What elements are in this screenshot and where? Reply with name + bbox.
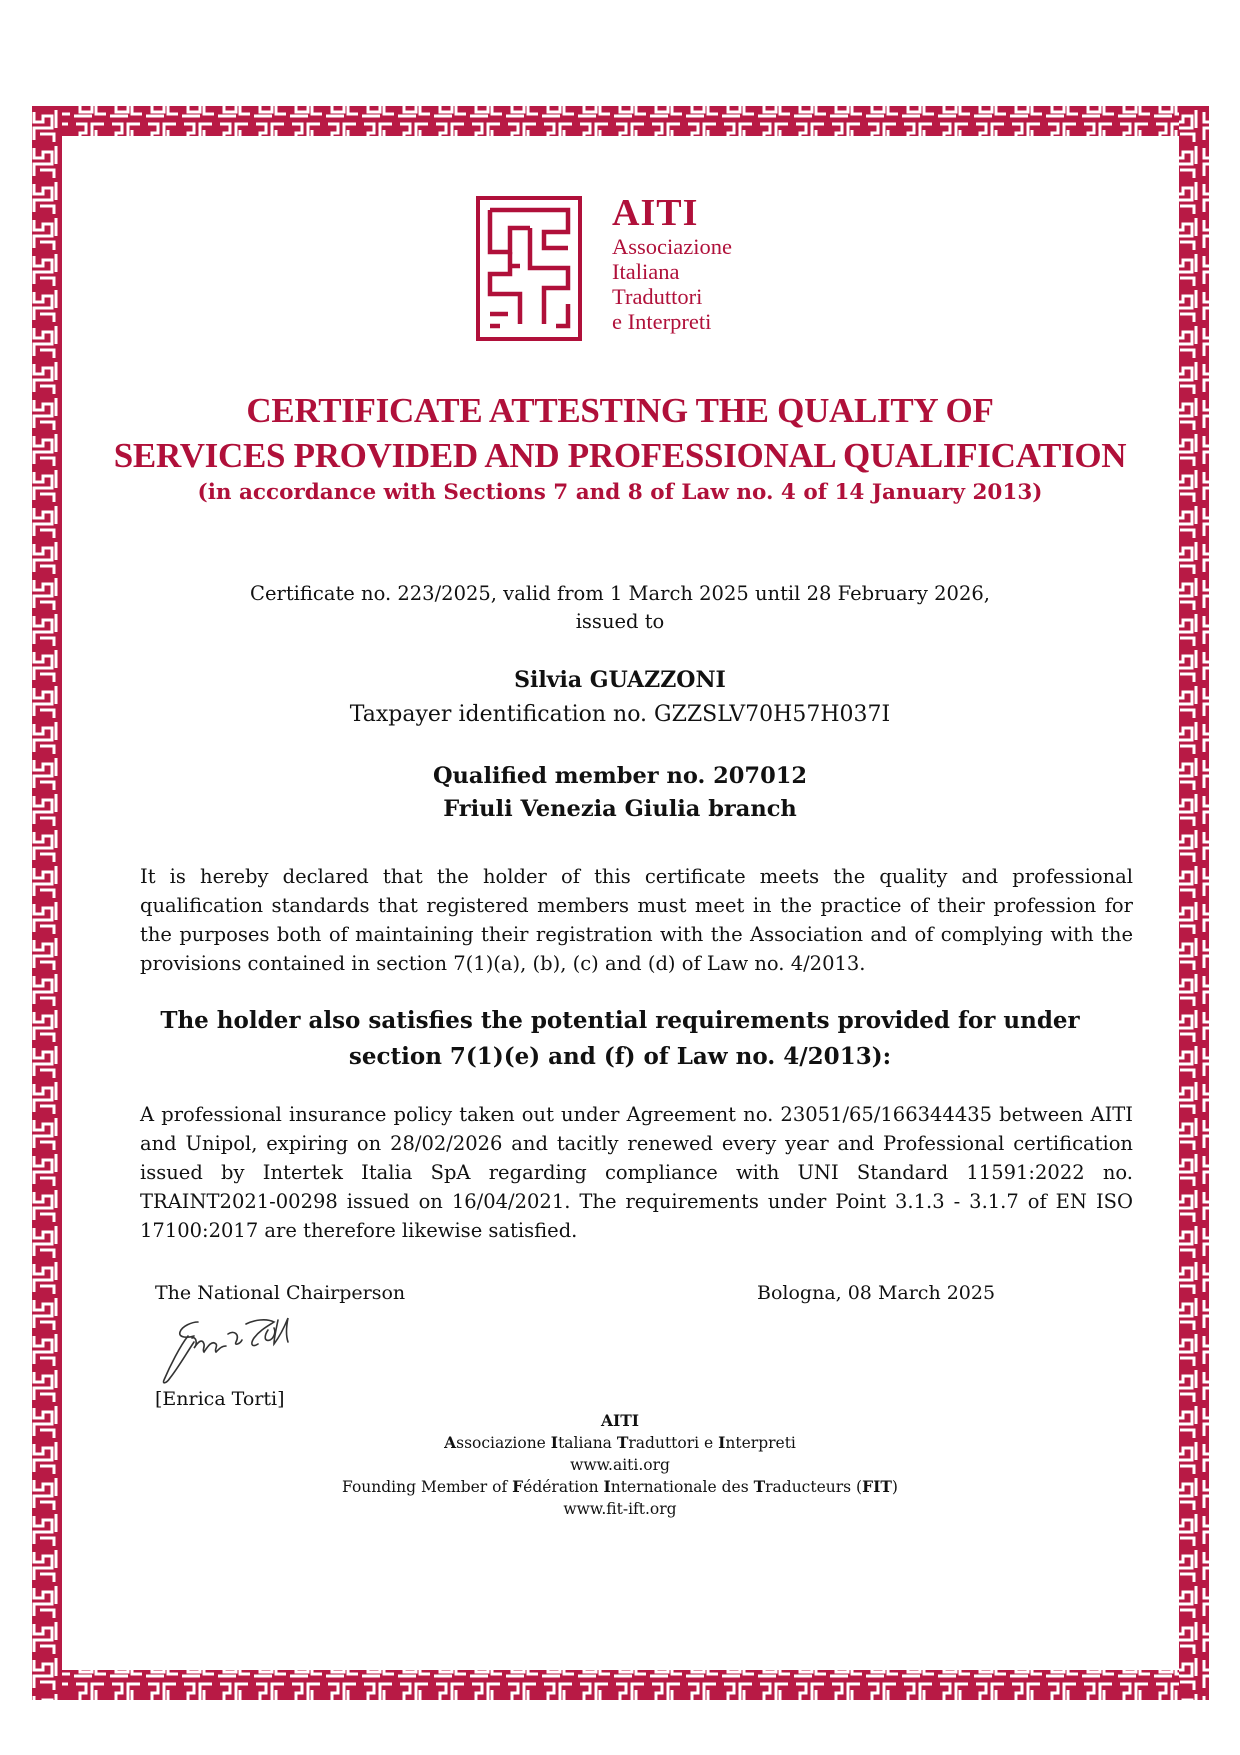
footer-acronym: AITI — [600, 1411, 640, 1430]
footer-word: nterpreti — [725, 1434, 796, 1452]
footer-word: édération — [523, 1478, 604, 1496]
requirements-paragraph: A professional insurance policy taken out under Agreement no. 23051/65/166344435 between AITI and Unipol, expiring on 28/02/2026 and tacitly renewed every year and Professional certification issued by Intertek Italia SpA regarding compliance with UNI Standard 11591:2022 no. TRAINT2021-00298 issued on 16/04/2021. The requirements under Point 3.1.3 - 3.1.7 of EN ISO 17100:2017 are therefore likewise satisfied. — [140, 1103, 1133, 1242]
certificate-subtitle: (in accordance with Sections 7 and 8 of Law no. 4 of 14 January 2013) — [197, 480, 1043, 505]
logo-line: Associazione — [612, 234, 732, 259]
footer-fit-acronym: FIT — [862, 1477, 892, 1496]
footer-association-name — [0, 1432, 1240, 1454]
logo-line: Traduttori — [612, 284, 703, 309]
certificate-title — [0, 388, 1240, 478]
signer-name: [Enrica Torti] — [155, 1388, 285, 1410]
place-and-date: Bologna, 08 March 2025 — [757, 1282, 996, 1304]
footer-word: nternationale des — [610, 1478, 754, 1496]
footer-word: raduttori e — [628, 1434, 719, 1452]
issued-to-line: issued to — [575, 610, 665, 633]
taxpayer-id: Taxpayer identification no. GZZSLV70H57H037I — [349, 702, 891, 727]
signatory-role: The National Chairperson — [155, 1282, 406, 1304]
aiti-logo-mark-icon — [476, 196, 582, 341]
footer-initial: I — [603, 1477, 611, 1496]
organization-footer — [0, 1410, 1240, 1520]
holder-name: Silvia GUAZZONI — [514, 667, 726, 693]
footer-word: ) — [891, 1478, 898, 1496]
requirements-heading-line-2: section 7(1)(e) and (f) of Law no. 4/2013): — [348, 1043, 892, 1070]
requirements-heading — [0, 1003, 1240, 1075]
footer-initial: I — [550, 1433, 559, 1452]
footer-word: ssociazione — [456, 1434, 551, 1452]
footer-initial: T — [753, 1477, 766, 1496]
declaration-paragraph: It is hereby declared that the holder of this certificate meets the quality and professional qualification standards that registered members must meet in the practice of their profession for the purposes both of maintaining their registration with the Association and of complying with the provisions contained in section 7(1)(a), (b), (c) and (d) of Law no. 4/2013. — [140, 865, 1133, 975]
logo-line: e Interpreti — [612, 309, 712, 334]
requirements-heading-line-1: The holder also satisfies the potential requirements provided for under — [160, 1007, 1080, 1034]
logo-line: Italiana — [612, 259, 680, 284]
footer-website-aiti: www.aiti.org — [570, 1456, 670, 1474]
footer-initial: T — [616, 1433, 629, 1452]
certificate-number-line: Certificate no. 223/2025, valid from 1 March 2025 until 28 February 2026, — [250, 582, 990, 605]
footer-initial: I — [718, 1433, 726, 1452]
certificate-validity — [0, 580, 1240, 636]
footer-word: raducteurs ( — [765, 1478, 863, 1496]
member-info — [0, 760, 1240, 826]
footer-initial: A — [444, 1433, 457, 1452]
logo-acronym: AITI — [612, 192, 699, 234]
member-number: Qualified member no. 207012 — [432, 763, 808, 789]
footer-fit-membership — [0, 1476, 1240, 1498]
aiti-logo — [476, 192, 776, 346]
footer-website-fit: www.fit-ift.org — [563, 1500, 677, 1518]
title-line-1: CERTIFICATE ATTESTING THE QUALITY OF — [246, 391, 994, 430]
footer-word: taliana — [558, 1434, 617, 1452]
handwritten-signature — [158, 1308, 318, 1388]
member-branch: Friuli Venezia Giulia branch — [443, 796, 797, 822]
footer-word: Founding Member of — [342, 1478, 513, 1496]
title-line-2: SERVICES PROVIDED AND PROFESSIONAL QUALIFICATION — [113, 436, 1127, 475]
footer-initial: F — [512, 1477, 524, 1496]
aiti-logo-text — [612, 192, 732, 334]
